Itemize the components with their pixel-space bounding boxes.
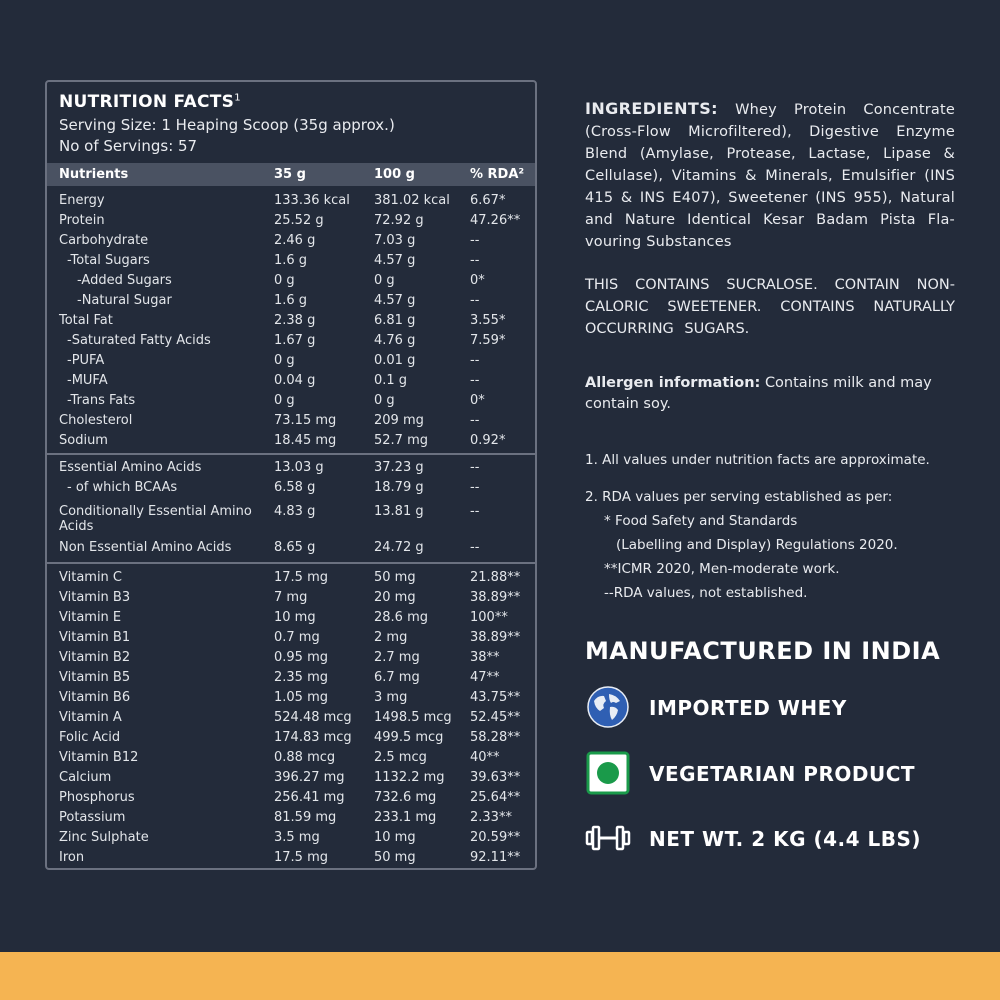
footnote-2c: **ICMR 2020, Men-moderate work. xyxy=(604,561,840,577)
table-row xyxy=(47,191,535,211)
value-100g: 4.57 g xyxy=(374,253,416,268)
nutrient-name: Phosphorus xyxy=(59,790,135,805)
value-35g: 0.95 mg xyxy=(274,650,328,665)
value-100g: 0 g xyxy=(374,273,395,288)
nutrient-name: -MUFA xyxy=(67,373,108,388)
nutrient-name: Essential Amino Acids xyxy=(59,460,202,475)
value-100g: 4.57 g xyxy=(374,293,416,308)
value-35g: 2.46 g xyxy=(274,233,316,248)
value-100g: 209 mg xyxy=(374,413,424,428)
nutrient-name: -Natural Sugar xyxy=(77,293,172,308)
table-row xyxy=(47,371,535,391)
value-100g: 3 mg xyxy=(374,690,408,705)
value-35g: 2.35 mg xyxy=(274,670,328,685)
value-rda: 0.92* xyxy=(470,433,506,448)
value-rda: 20.59** xyxy=(470,830,521,845)
value-35g: 0.88 mcg xyxy=(274,750,336,765)
nutrient-name: Zinc Sulphate xyxy=(59,830,149,845)
footnote-2: 2. RDA values per serving established as per: xyxy=(585,489,893,505)
value-35g: 1.05 mg xyxy=(274,690,328,705)
table-row xyxy=(47,351,535,371)
value-rda: 47** xyxy=(470,670,500,685)
vegetarian-label: VEGETARIAN PRODUCT xyxy=(649,762,916,786)
value-rda: 38** xyxy=(470,650,500,665)
section-divider xyxy=(47,453,535,455)
nutrient-name: Iron xyxy=(59,850,85,865)
table-row xyxy=(47,502,535,534)
table-row xyxy=(47,848,535,868)
value-rda: 40** xyxy=(470,750,500,765)
value-35g: 524.48 mcg xyxy=(274,710,352,725)
value-35g: 8.65 g xyxy=(274,540,316,555)
value-100g: 37.23 g xyxy=(374,460,424,475)
value-rda: 6.67* xyxy=(470,193,506,208)
net-weight-badge xyxy=(585,815,945,861)
net-weight-label: NET WT. 2 KG (4.4 LBS) xyxy=(649,827,922,851)
nutrient-name: -Trans Fats xyxy=(67,393,136,408)
value-100g: 0 g xyxy=(374,393,395,408)
table-row xyxy=(47,231,535,251)
value-rda: 43.75** xyxy=(470,690,521,705)
value-100g: 50 mg xyxy=(374,570,416,585)
value-35g: 2.38 g xyxy=(274,313,316,328)
value-100g: 0.1 g xyxy=(374,373,408,388)
value-rda: 39.63** xyxy=(470,770,521,785)
table-row xyxy=(47,291,535,311)
value-100g: 499.5 mcg xyxy=(374,730,444,745)
footnote-2b: (Labelling and Display) Regulations 2020. xyxy=(616,537,898,553)
table-row xyxy=(47,568,535,588)
nutrient-name: Conditionally Essential Amino Acids xyxy=(59,504,252,534)
value-100g: 732.6 mg xyxy=(374,790,437,805)
value-35g: 17.5 mg xyxy=(274,570,328,585)
footnote-2a: * Food Safety and Standards xyxy=(604,513,798,529)
value-rda: -- xyxy=(470,373,480,388)
nutrient-name: Potassium xyxy=(59,810,126,825)
table-row xyxy=(47,391,535,411)
nutrition-facts-title: NUTRITION FACTS$^1$ xyxy=(59,92,241,112)
table-header xyxy=(47,163,535,186)
value-35g: 1.6 g xyxy=(274,293,308,308)
value-35g: 0.04 g xyxy=(274,373,316,388)
value-35g: 81.59 mg xyxy=(274,810,337,825)
nutrient-name: Sodium xyxy=(59,433,108,448)
table-row xyxy=(47,708,535,728)
value-rda: -- xyxy=(470,233,480,248)
ingredients-label: INGREDIENTS: xyxy=(585,99,718,118)
servings-count: No of Servings: 57 xyxy=(59,137,198,155)
value-rda: -- xyxy=(470,480,480,495)
table-row xyxy=(47,331,535,351)
value-rda: 38.89** xyxy=(470,630,521,645)
value-rda: 0* xyxy=(470,393,485,408)
value-100g: 7.03 g xyxy=(374,233,416,248)
table-row xyxy=(47,251,535,271)
nutrient-name: Folic Acid xyxy=(59,730,121,745)
table-row xyxy=(47,648,535,668)
table-row xyxy=(47,768,535,788)
allergen-label: Allergen information: xyxy=(585,375,761,391)
table-row xyxy=(47,608,535,628)
value-rda: 52.45** xyxy=(470,710,521,725)
table-row xyxy=(47,411,535,431)
value-100g: 20 mg xyxy=(374,590,416,605)
table-row xyxy=(47,588,535,608)
nutrient-name: Carbohydrate xyxy=(59,233,149,248)
nutrient-name: Vitamin B3 xyxy=(59,590,131,605)
value-rda: 100** xyxy=(470,610,508,625)
value-100g: 1132.2 mg xyxy=(374,770,445,785)
table-row xyxy=(47,431,535,451)
ingredients-block xyxy=(585,98,955,253)
table-row xyxy=(47,788,535,808)
value-rda: 7.59* xyxy=(470,333,506,348)
serving-size: Serving Size: 1 Heaping Scoop (35g approx.) xyxy=(59,116,395,134)
nutrient-name: Protein xyxy=(59,213,105,228)
value-35g: 73.15 mg xyxy=(274,413,337,428)
table-row xyxy=(47,311,535,331)
value-35g: 0 g xyxy=(274,353,295,368)
dumbbell-icon xyxy=(585,815,631,861)
value-rda: 38.89** xyxy=(470,590,521,605)
header-100g: 100 g xyxy=(374,167,415,182)
allergen-text: Contains milk and may contain soy. xyxy=(585,375,932,412)
value-100g: 72.92 g xyxy=(374,213,424,228)
value-rda: 47.26** xyxy=(470,213,521,228)
nutrient-name: Cholesterol xyxy=(59,413,133,428)
manufactured-in-india: MANUFACTURED IN INDIA xyxy=(585,637,941,665)
value-35g: 13.03 g xyxy=(274,460,324,475)
nutrient-name: -Added Sugars xyxy=(77,273,172,288)
nutrient-name: Vitamin B1 xyxy=(59,630,131,645)
value-rda: -- xyxy=(470,504,480,519)
header-35g: 35 g xyxy=(274,167,306,182)
allergen-block xyxy=(585,373,975,415)
table-row xyxy=(47,211,535,231)
value-rda: 58.28** xyxy=(470,730,521,745)
section-divider xyxy=(47,562,535,564)
value-100g: 13.81 g xyxy=(374,504,424,519)
nutrient-name: Vitamin E xyxy=(59,610,122,625)
value-100g: 28.6 mg xyxy=(374,610,428,625)
ingredients-text: Whey Protein Concentrate (Cross-Flow Microfiltered), Digestive Enzyme Blend (Amylase, Protease, Lactase, Lipase & Cellulase), Vitamins & Minerals, Emulsifier (INS 415 & INS E407), Sweetener (INS 955), Natural and Nature Identical Kesar Badam Pista Fla- vouring Substances xyxy=(585,102,955,250)
table-row xyxy=(47,271,535,291)
value-35g: 7 mg xyxy=(274,590,308,605)
nutrient-name: Vitamin B5 xyxy=(59,670,131,685)
table-row xyxy=(47,728,535,748)
table-row xyxy=(47,628,535,648)
value-35g: 17.5 mg xyxy=(274,850,328,865)
table-row xyxy=(47,538,535,558)
value-rda: 92.11** xyxy=(470,850,521,865)
table-row xyxy=(47,808,535,828)
value-100g: 1498.5 mcg xyxy=(374,710,452,725)
sweetener-warning: THIS CONTAINS SUCRALOSE. CONTAIN NON-CALORIC SWEETENER. CONTAINS NATURALLY OCCURRING SUGARS. xyxy=(585,277,955,337)
header-rda: % RDA² xyxy=(470,167,525,182)
value-rda: 3.55* xyxy=(470,313,506,328)
value-rda: 0* xyxy=(470,273,485,288)
value-35g: 25.52 g xyxy=(274,213,324,228)
value-35g: 174.83 mcg xyxy=(274,730,352,745)
value-100g: 2 mg xyxy=(374,630,408,645)
globe-icon xyxy=(585,684,631,730)
value-100g: 52.7 mg xyxy=(374,433,428,448)
table-body xyxy=(47,186,535,868)
value-100g: 4.76 g xyxy=(374,333,416,348)
value-35g: 0.7 mg xyxy=(274,630,320,645)
value-100g: 10 mg xyxy=(374,830,416,845)
vegetarian-badge xyxy=(585,750,945,796)
value-rda: -- xyxy=(470,353,480,368)
nutrient-name: Vitamin B12 xyxy=(59,750,139,765)
table-row xyxy=(47,458,535,478)
value-35g: 18.45 mg xyxy=(274,433,337,448)
value-35g: 0 g xyxy=(274,273,295,288)
value-35g: 3.5 mg xyxy=(274,830,320,845)
nutrient-name: Vitamin A xyxy=(59,710,122,725)
table-row xyxy=(47,748,535,768)
nutrient-name: Energy xyxy=(59,193,105,208)
value-100g: 18.79 g xyxy=(374,480,424,495)
nutrient-name: Calcium xyxy=(59,770,112,785)
nutrient-name: Vitamin B2 xyxy=(59,650,131,665)
table-row xyxy=(47,828,535,848)
value-35g: 1.67 g xyxy=(274,333,316,348)
veg-mark-icon xyxy=(585,750,631,796)
nutrient-name: Non Essential Amino Acids xyxy=(59,540,232,555)
value-35g: 0 g xyxy=(274,393,295,408)
value-rda: 21.88** xyxy=(470,570,521,585)
value-100g: 50 mg xyxy=(374,850,416,865)
nutrient-name: -Total Sugars xyxy=(67,253,150,268)
value-rda: -- xyxy=(470,460,480,475)
value-100g: 2.5 mcg xyxy=(374,750,427,765)
nutrition-facts-panel xyxy=(45,80,537,870)
value-100g: 381.02 kcal xyxy=(374,193,450,208)
value-35g: 133.36 kcal xyxy=(274,193,350,208)
nutrient-name: -PUFA xyxy=(67,353,105,368)
value-100g: 0.01 g xyxy=(374,353,416,368)
header-nutrients: Nutrients xyxy=(59,167,129,182)
table-row xyxy=(47,668,535,688)
value-35g: 10 mg xyxy=(274,610,316,625)
value-100g: 6.81 g xyxy=(374,313,416,328)
value-rda: 25.64** xyxy=(470,790,521,805)
value-35g: 4.83 g xyxy=(274,504,316,519)
value-35g: 396.27 mg xyxy=(274,770,345,785)
value-100g: 2.7 mg xyxy=(374,650,420,665)
footnote-2d: --RDA values, not established. xyxy=(604,585,808,601)
value-rda: -- xyxy=(470,540,480,555)
footnote-1: 1. All values under nutrition facts are approximate. xyxy=(585,452,930,468)
imported-whey-badge xyxy=(585,684,945,730)
value-35g: 256.41 mg xyxy=(274,790,345,805)
value-rda: -- xyxy=(470,253,480,268)
nutrient-name: Vitamin B6 xyxy=(59,690,131,705)
bottom-stripe xyxy=(0,952,1000,1000)
value-100g: 233.1 mg xyxy=(374,810,437,825)
nutrient-name: -Saturated Fatty Acids xyxy=(67,333,211,348)
imported-whey-label: IMPORTED WHEY xyxy=(649,696,847,720)
value-100g: 6.7 mg xyxy=(374,670,420,685)
value-rda: -- xyxy=(470,413,480,428)
value-35g: 6.58 g xyxy=(274,480,316,495)
value-rda: -- xyxy=(470,293,480,308)
table-row xyxy=(47,478,535,498)
nutrient-name: - of which BCAAs xyxy=(67,480,178,495)
nutrient-name: Vitamin C xyxy=(59,570,123,585)
value-100g: 24.72 g xyxy=(374,540,424,555)
table-row xyxy=(47,688,535,708)
value-35g: 1.6 g xyxy=(274,253,308,268)
value-rda: 2.33** xyxy=(470,810,512,825)
nutrient-name: Total Fat xyxy=(59,313,113,328)
